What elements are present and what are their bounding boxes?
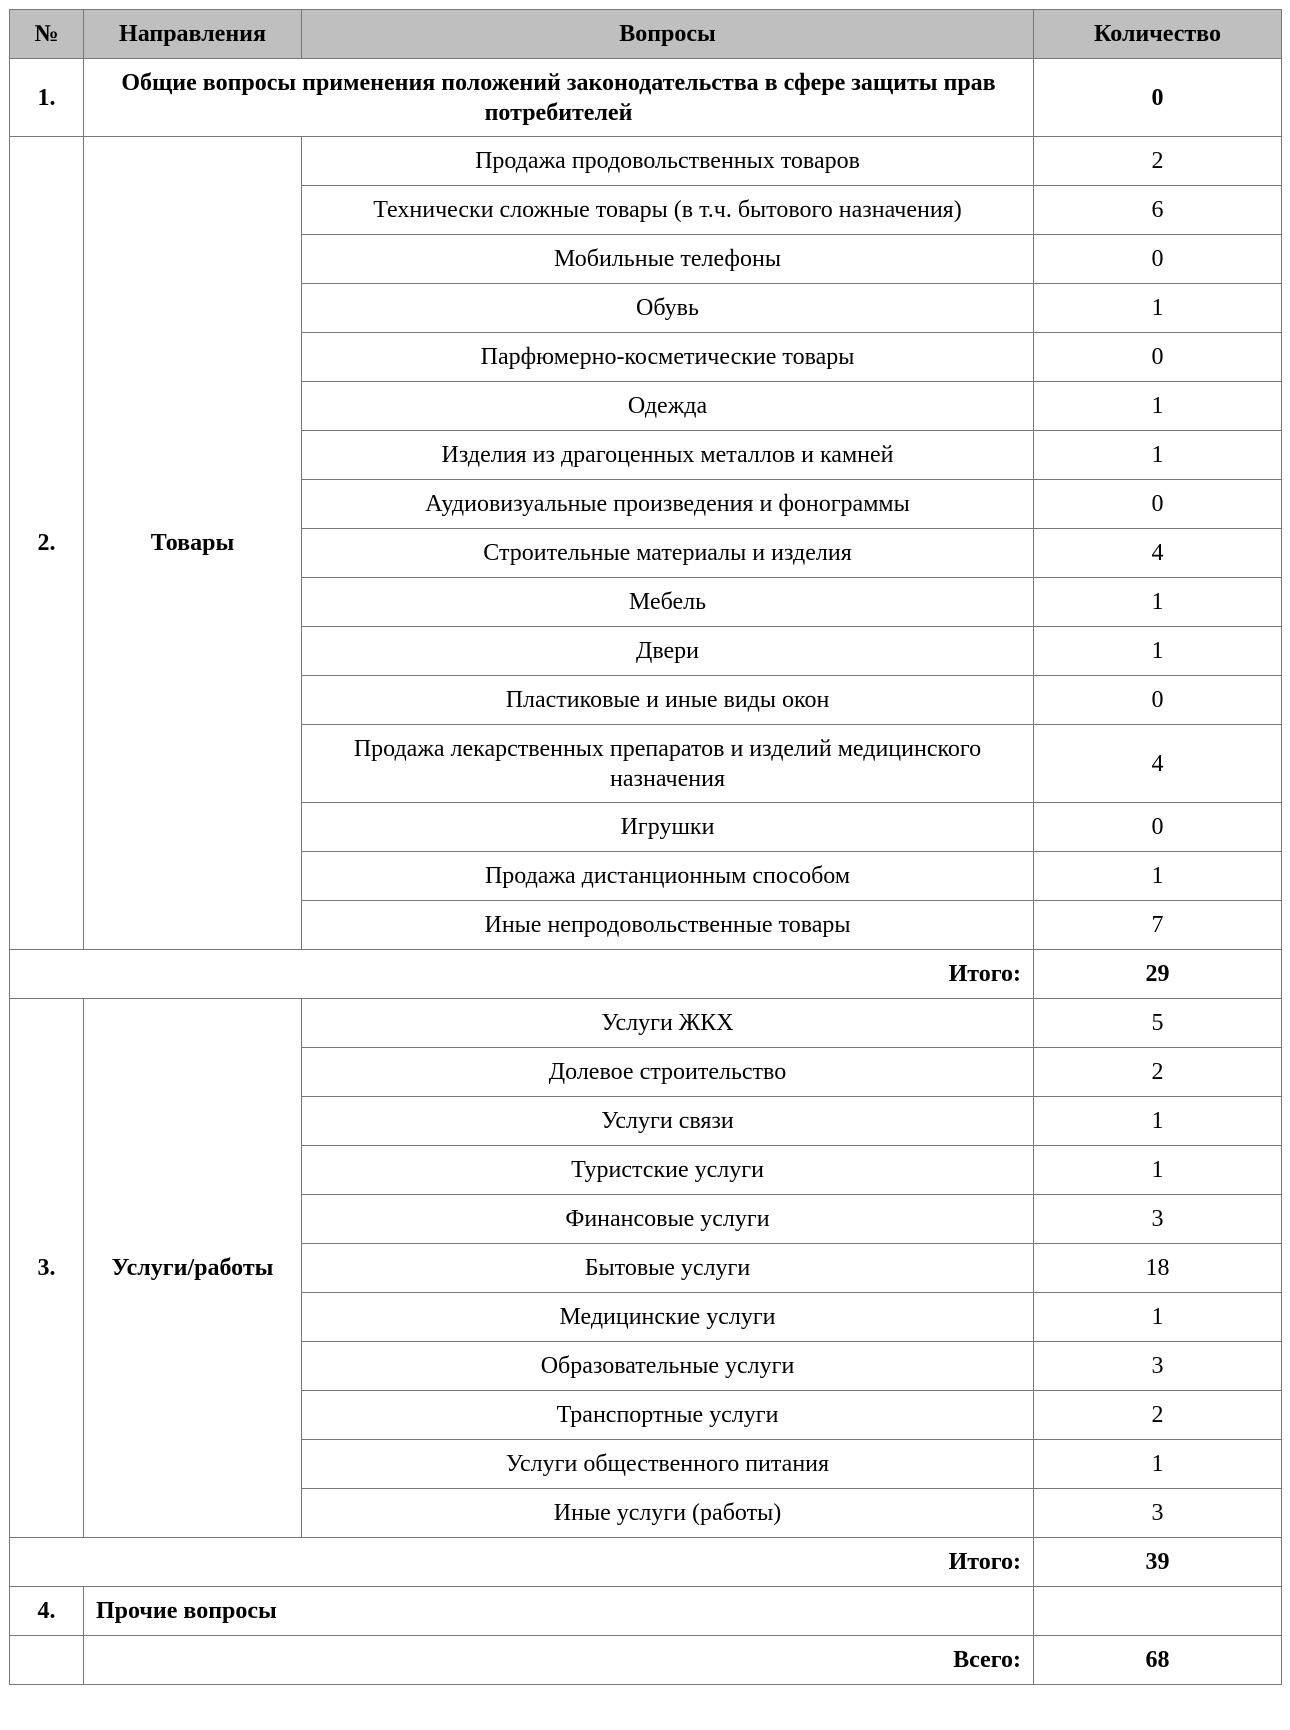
section4-num: 4. — [10, 1587, 84, 1636]
count-cell: 3 — [1034, 1489, 1282, 1538]
count-cell: 1 — [1034, 627, 1282, 676]
section3-direction: Услуги/работы — [84, 999, 302, 1538]
count-cell: 1 — [1034, 1146, 1282, 1195]
table-row — [10, 999, 1282, 1048]
section2-total-label: Итого: — [10, 950, 1034, 999]
question-cell: Образовательные услуги — [302, 1342, 1034, 1391]
count-cell: 1 — [1034, 382, 1282, 431]
section2-total-value: 29 — [1034, 950, 1282, 999]
count-cell: 4 — [1034, 725, 1282, 803]
count-cell: 0 — [1034, 333, 1282, 382]
count-cell: 2 — [1034, 1391, 1282, 1440]
count-cell: 1 — [1034, 431, 1282, 480]
count-cell: 1 — [1034, 1097, 1282, 1146]
count-cell: 6 — [1034, 186, 1282, 235]
section3-total-row — [10, 1538, 1282, 1587]
count-cell: 0 — [1034, 235, 1282, 284]
question-cell: Финансовые услуги — [302, 1195, 1034, 1244]
question-cell: Бытовые услуги — [302, 1244, 1034, 1293]
question-cell: Услуги связи — [302, 1097, 1034, 1146]
questions-table — [9, 9, 1282, 1685]
count-cell: 1 — [1034, 1293, 1282, 1342]
section4-title: Прочие вопросы — [84, 1587, 1034, 1636]
section1-row — [10, 59, 1282, 137]
count-cell: 5 — [1034, 999, 1282, 1048]
count-cell: 3 — [1034, 1342, 1282, 1391]
header-num: № — [10, 10, 84, 59]
question-cell: Двери — [302, 627, 1034, 676]
count-cell: 2 — [1034, 137, 1282, 186]
grand-total-label: Всего: — [84, 1636, 1034, 1685]
question-cell: Услуги общественного питания — [302, 1440, 1034, 1489]
question-cell: Игрушки — [302, 803, 1034, 852]
count-cell: 2 — [1034, 1048, 1282, 1097]
count-cell: 0 — [1034, 803, 1282, 852]
question-cell: Продажа дистанционным способом — [302, 852, 1034, 901]
question-cell: Технически сложные товары (в т.ч. бытового назначения) — [302, 186, 1034, 235]
section2-direction: Товары — [84, 137, 302, 950]
grand-total-empty-cell — [10, 1636, 84, 1685]
question-cell: Иные непродовольственные товары — [302, 901, 1034, 950]
count-cell: 1 — [1034, 284, 1282, 333]
table-row — [10, 137, 1282, 186]
question-cell: Иные услуги (работы) — [302, 1489, 1034, 1538]
question-cell: Мобильные телефоны — [302, 235, 1034, 284]
section1-title: Общие вопросы применения положений законодательства в сфере защиты прав потребителей — [84, 59, 1034, 137]
question-cell: Продажа продовольственных товаров — [302, 137, 1034, 186]
count-cell: 1 — [1034, 852, 1282, 901]
section3-total-value: 39 — [1034, 1538, 1282, 1587]
table-header-row — [10, 10, 1282, 59]
header-questions: Вопросы — [302, 10, 1034, 59]
question-cell: Долевое строительство — [302, 1048, 1034, 1097]
header-count: Количество — [1034, 10, 1282, 59]
question-cell: Пластиковые и иные виды окон — [302, 676, 1034, 725]
question-cell: Мебель — [302, 578, 1034, 627]
count-cell: 18 — [1034, 1244, 1282, 1293]
section3-num: 3. — [10, 999, 84, 1538]
question-cell: Транспортные услуги — [302, 1391, 1034, 1440]
section2-num: 2. — [10, 137, 84, 950]
question-cell: Строительные материалы и изделия — [302, 529, 1034, 578]
grand-total-value: 68 — [1034, 1636, 1282, 1685]
section3-total-label: Итого: — [10, 1538, 1034, 1587]
section2-total-row — [10, 950, 1282, 999]
section1-num: 1. — [10, 59, 84, 137]
question-cell: Парфюмерно-косметические товары — [302, 333, 1034, 382]
count-cell: 1 — [1034, 578, 1282, 627]
question-cell: Изделия из драгоценных металлов и камней — [302, 431, 1034, 480]
count-cell: 1 — [1034, 1440, 1282, 1489]
section1-count: 0 — [1034, 59, 1282, 137]
count-cell: 0 — [1034, 480, 1282, 529]
question-cell: Одежда — [302, 382, 1034, 431]
question-cell: Медицинские услуги — [302, 1293, 1034, 1342]
question-cell: Туристские услуги — [302, 1146, 1034, 1195]
question-cell: Обувь — [302, 284, 1034, 333]
count-cell: 7 — [1034, 901, 1282, 950]
header-direction: Направления — [84, 10, 302, 59]
grand-total-row — [10, 1636, 1282, 1685]
question-cell: Услуги ЖКХ — [302, 999, 1034, 1048]
count-cell: 0 — [1034, 676, 1282, 725]
count-cell: 3 — [1034, 1195, 1282, 1244]
section4-row — [10, 1587, 1282, 1636]
section4-count — [1034, 1587, 1282, 1636]
count-cell: 4 — [1034, 529, 1282, 578]
question-cell: Аудиовизуальные произведения и фонограммы — [302, 480, 1034, 529]
question-cell: Продажа лекарственных препаратов и изделий медицинского назначения — [302, 725, 1034, 803]
